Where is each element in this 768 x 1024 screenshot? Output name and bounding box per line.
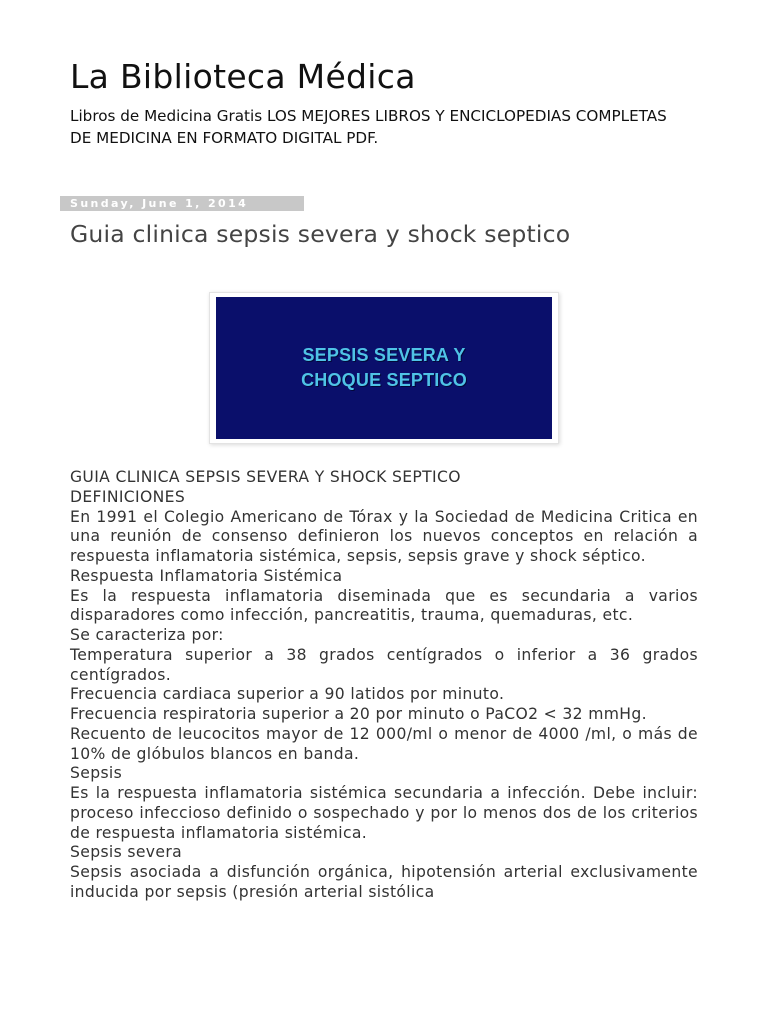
body-paragraph: Es la respuesta inflamatoria diseminada que es secundaria a varios disparadores como infección, pancreatitis, trauma, quemaduras, etc. bbox=[70, 586, 698, 625]
post-title[interactable]: Guia clinica sepsis severa y shock septico bbox=[70, 220, 571, 248]
body-paragraph: Frecuencia cardiaca superior a 90 latidos por minuto. bbox=[70, 685, 505, 704]
post-image-caption-line-2: CHOQUE SEPTICO bbox=[301, 370, 467, 390]
post-image[interactable] bbox=[216, 297, 552, 439]
post-date-header: Sunday, June 1, 2014 bbox=[60, 196, 304, 211]
blog-description: Libros de Medicina Gratis LOS MEJORES LIBROS Y ENCICLOPEDIAS COMPLETAS DE MEDICINA EN FORMATO DIGITAL PDF. bbox=[70, 107, 667, 147]
body-paragraph: Es la respuesta inflamatoria sistémica secundaria a infección. Debe incluir: proceso infeccioso definido o sospechado y por lo menos dos de los criterios de respuesta inflamatoria sistémica. bbox=[70, 784, 698, 842]
blog-title[interactable]: La Biblioteca Médica bbox=[70, 57, 416, 96]
body-paragraph: Recuento de leucocitos mayor de 12 000/ml o menor de 4000 /ml, o más de 10% de glóbulos blancos en banda. bbox=[70, 724, 698, 763]
body-paragraph: DEFINICIONES bbox=[70, 487, 186, 506]
body-paragraph: Temperatura superior a 38 grados centígrados o inferior a 36 grados centígrados. bbox=[70, 645, 698, 684]
post-body bbox=[70, 468, 698, 903]
body-paragraph: En 1991 el Colegio Americano de Tórax y la Sociedad de Medicina Critica en una reunión de consenso definieron los nuevos conceptos en relación a respuesta inflamatoria sistémica, sepsis, sepsis grave y shock séptico. bbox=[70, 507, 698, 565]
body-paragraph: Sepsis asociada a disfunción orgánica, hipotensión arterial exclusivamente inducida por sepsis (presión arterial sistólica bbox=[70, 863, 698, 901]
post-image-frame[interactable] bbox=[209, 292, 559, 444]
body-paragraph: Sepsis bbox=[70, 764, 123, 783]
body-paragraph: GUIA CLINICA SEPSIS SEVERA Y SHOCK SEPTICO bbox=[70, 468, 461, 486]
body-paragraph: Sepsis severa bbox=[70, 843, 182, 862]
body-paragraph: Respuesta Inflamatoria Sistémica bbox=[70, 566, 343, 585]
body-paragraph: Se caracteriza por: bbox=[70, 626, 224, 644]
post-image-caption-line-1: SEPSIS SEVERA Y bbox=[302, 345, 466, 365]
body-paragraph: Frecuencia respiratoria superior a 20 por minuto o PaCO2 < 32 mmHg. bbox=[70, 705, 647, 723]
